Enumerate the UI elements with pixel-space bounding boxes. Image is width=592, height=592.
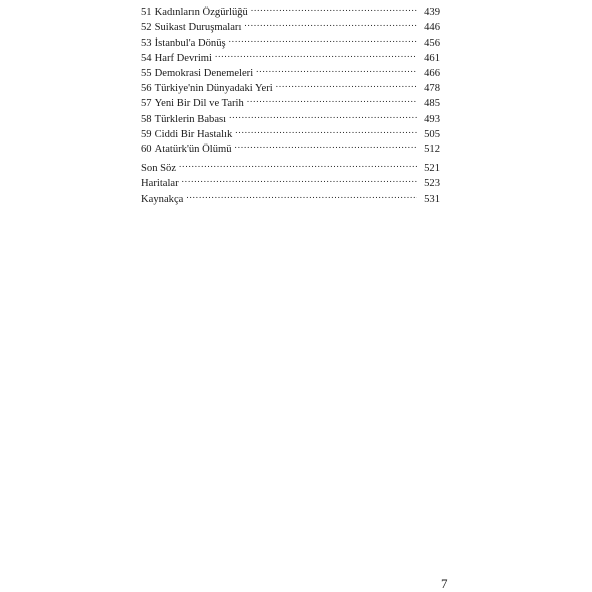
page-number: 485	[424, 98, 440, 110]
chapter-number: 58	[141, 113, 152, 125]
chapter-number: 60	[141, 143, 152, 155]
page-number: 512	[424, 143, 440, 155]
chapter-number: 59	[141, 128, 152, 140]
dot-leader	[186, 186, 417, 201]
dot-leader	[276, 76, 417, 91]
page-number: 466	[424, 67, 440, 79]
chapter-number: 55	[141, 67, 152, 79]
chapter-title: İstanbul'a Dönüş	[154, 37, 226, 49]
page-number: 478	[424, 83, 440, 95]
chapter-number: 51	[141, 7, 152, 19]
dot-leader	[244, 15, 417, 30]
page-number: 493	[424, 113, 440, 125]
dot-leader	[235, 137, 417, 152]
toc-entry	[141, 171, 440, 190]
chapter-title: Kadınların Özgürlüğü	[154, 7, 248, 19]
dot-leader	[235, 122, 417, 137]
dot-leader	[256, 61, 417, 76]
page-number: 523	[424, 178, 440, 190]
section-title: Haritalar	[141, 178, 179, 190]
section-title: Son Söz	[141, 163, 177, 175]
dot-leader	[215, 46, 417, 61]
chapter-title: Yeni Bir Dil ve Tarih	[154, 98, 244, 110]
toc-entry	[141, 0, 440, 19]
page-number: 521	[424, 163, 440, 175]
chapter-title: Türkiye'nin Dünyadaki Yeri	[154, 83, 273, 95]
page-number: 446	[424, 22, 440, 34]
toc-chapter-list	[141, 0, 440, 155]
page-number: 461	[424, 52, 440, 64]
page-number: 456	[424, 37, 440, 49]
chapter-number: 53	[141, 37, 152, 49]
chapter-number: 54	[141, 52, 152, 64]
chapter-number: 56	[141, 83, 152, 95]
toc-entry	[141, 156, 440, 175]
page-number: 505	[424, 128, 440, 140]
chapter-number: 52	[141, 22, 152, 34]
chapter-title: Harf Devrimi	[154, 52, 212, 64]
section-title: Kaynakça	[141, 193, 184, 205]
chapter-title: Suikast Duruşmaları	[154, 22, 242, 34]
chapter-number: 57	[141, 98, 152, 110]
toc-entry	[141, 186, 440, 205]
dot-leader	[251, 0, 417, 15]
chapter-title: Ciddi Bir Hastalık	[154, 128, 233, 140]
chapter-title: Türklerin Babası	[154, 113, 227, 125]
page-number: 531	[424, 193, 440, 205]
page-number: 439	[424, 7, 440, 19]
dot-leader	[229, 30, 417, 45]
toc-back-matter-list	[141, 156, 440, 205]
dot-leader	[229, 106, 417, 121]
chapter-title: Atatürk'ün Ölümü	[154, 143, 232, 155]
chapter-title: Demokrasi Denemeleri	[154, 67, 254, 79]
dot-leader	[247, 91, 417, 106]
dot-leader	[179, 156, 417, 171]
dot-leader	[182, 171, 417, 186]
page-folio-number: 7	[441, 576, 448, 591]
